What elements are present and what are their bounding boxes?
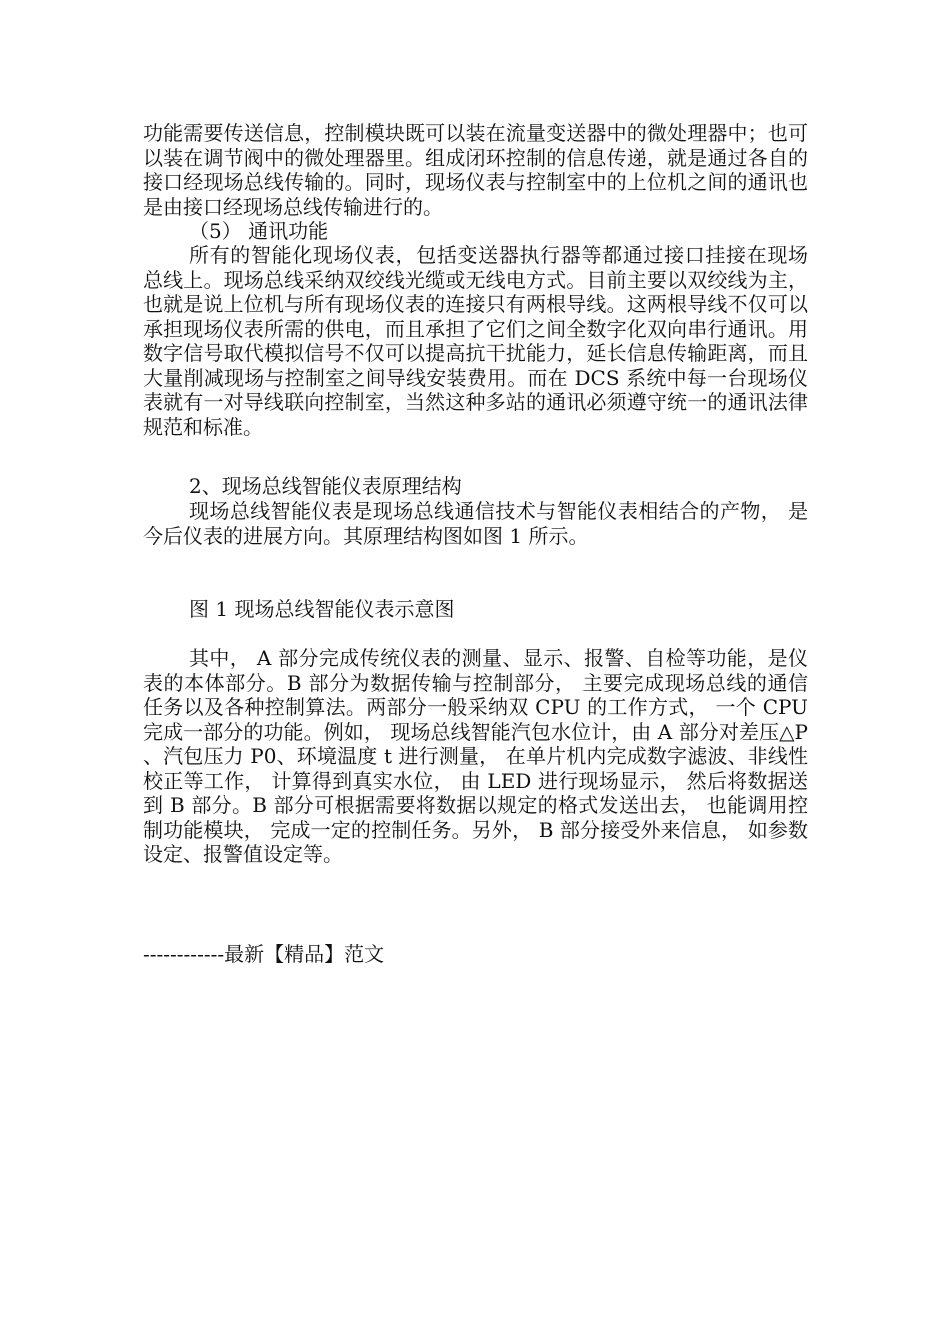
- paragraph-detail: 其中， A 部分完成传统仪表的测量、显示、报警、自检等功能，是仪表的本体部分。B 部分为数据传输与控制部分， 主要完成现场总线的通信任务以及各种控制算法。两部分一般采纳双 CPU 的工作方式， 一个 CPU 完成一部分的功能。例如， 现场总线智能汽包水位计，由 A 部分对差压△P 、汽包压力 P0、环境温度 t 进行测量， 在单片机内完成数字滤波、非线性校正等工作， 计算得到真实水位， 由 LED 进行现场显示， 然后将数据送到 B 部分。B 部分可根据需要将数据以规定的格式发送出去， 也能调用控制功能模块， 完成一定的控制任务。另外， B 部分接受外来信息， 如参数设定、报警值设定等。: [143, 646, 808, 866]
- footer-text: ------------最新【精品】范文: [143, 942, 385, 966]
- paragraph-structure: 现场总线智能仪表是现场总线通信技术与智能仪表相结合的产物， 是今后仪表的进展方向。其原理结构图如图 1 所示。: [143, 499, 808, 548]
- figure-caption: 图 1 现场总线智能仪表示意图: [189, 597, 455, 621]
- section-5-heading: （5） 通讯功能: [189, 219, 329, 243]
- section-2-heading: 2、现场总线智能仪表原理结构: [189, 474, 462, 498]
- paragraph-communication: 所有的智能化现场仪表，包括变送器执行器等都通过接口挂接在现场总线上。现场总线采纳双绞线光缆或无线电方式。目前主要以双绞线为主，也就是说上位机与所有现场仪表的连接只有两根导线。这两根导线不仅可以承担现场仪表所需的供电，而且承担了它们之间全数字化双向串行通讯。用数字信号取代模拟信号不仅可以提高抗干扰能力，延长信息传输距离，而且大量削减现场与控制室之间导线安装费用。而在 DCS 系统中每一台现场仪表就有一对导线联向控制室，当然这种多站的通讯必须遵守统一的通讯法律规范和标准。: [143, 243, 808, 439]
- paragraph-intro: 功能需要传送信息，控制模块既可以装在流量变送器中的微处理器中；也可以装在调节阀中的微处理器里。组成闭环控制的信息传递，就是通过各自的接口经现场总线传输的。同时，现场仪表与控制室中的上位机之间的通讯也是由接口经现场总线传输进行的。: [143, 121, 808, 219]
